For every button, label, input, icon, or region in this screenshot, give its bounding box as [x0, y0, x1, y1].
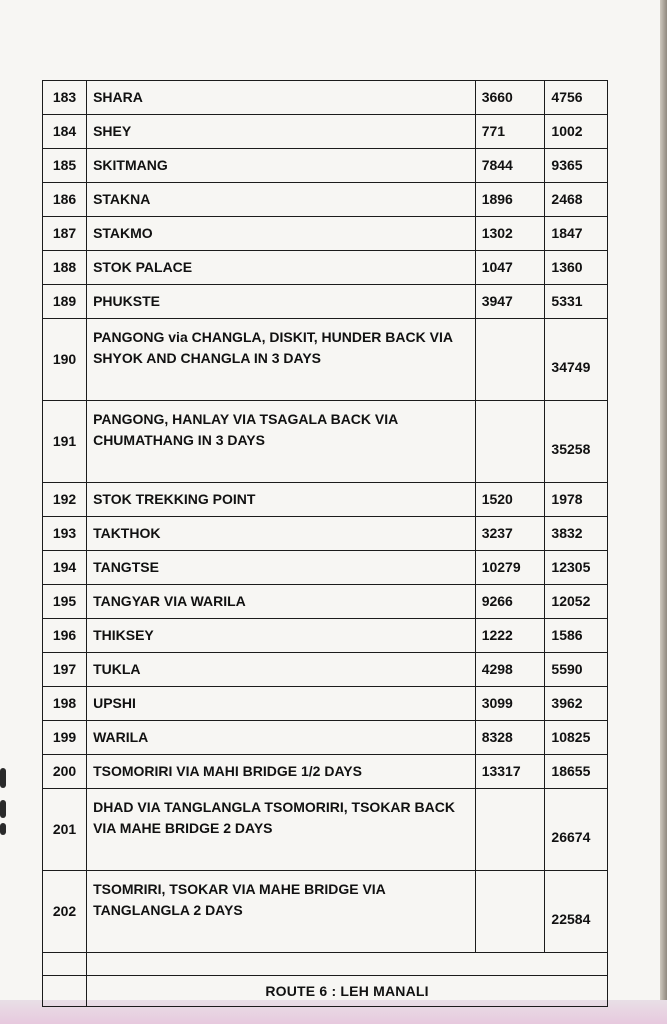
destination-cell: STOK PALACE: [87, 251, 476, 285]
destination-cell: SHEY: [87, 115, 476, 149]
rate-b-cell: 34749: [545, 319, 608, 401]
destination-cell: PANGONG, HANLAY VIA TSAGALA BACK VIA CHUMATHANG IN 3 DAYS: [87, 401, 476, 483]
rate-a-cell: 1302: [475, 217, 545, 251]
destination-cell: TUKLA: [87, 653, 476, 687]
table-row: [43, 721, 608, 755]
row-number: 193: [43, 517, 87, 551]
row-number: 188: [43, 251, 87, 285]
destination-cell: STOK TREKKING POINT: [87, 483, 476, 517]
rate-a-cell: [475, 319, 545, 401]
table-row: [43, 551, 608, 585]
row-number: 202: [43, 871, 87, 953]
rate-a-cell: 3099: [475, 687, 545, 721]
blank-row: [43, 953, 608, 976]
rate-table: [42, 80, 608, 1007]
destination-cell: STAKMO: [87, 217, 476, 251]
table-row: [43, 653, 608, 687]
row-number: 189: [43, 285, 87, 319]
destination-cell: TANGYAR VIA WARILA: [87, 585, 476, 619]
rate-b-cell: 18655: [545, 755, 608, 789]
rate-b-cell: 1978: [545, 483, 608, 517]
table-row: [43, 115, 608, 149]
page-edge: [660, 0, 667, 1024]
row-number: 187: [43, 217, 87, 251]
destination-cell: PHUKSTE: [87, 285, 476, 319]
rate-b-cell: 5331: [545, 285, 608, 319]
rate-b-cell: 1360: [545, 251, 608, 285]
rate-a-cell: [475, 401, 545, 483]
destination-cell: SHARA: [87, 81, 476, 115]
destination-cell: WARILA: [87, 721, 476, 755]
row-number: 184: [43, 115, 87, 149]
table-row: [43, 319, 608, 401]
rate-a-cell: 10279: [475, 551, 545, 585]
rate-b-cell: 5590: [545, 653, 608, 687]
rate-b-cell: 12052: [545, 585, 608, 619]
destination-cell: TANGTSE: [87, 551, 476, 585]
row-number: 191: [43, 401, 87, 483]
destination-cell: TSOMRIRI, TSOKAR VIA MAHE BRIDGE VIA TANGLANGLA 2 DAYS: [87, 871, 476, 953]
rate-b-cell: 12305: [545, 551, 608, 585]
rate-b-cell: 35258: [545, 401, 608, 483]
rate-a-cell: 8328: [475, 721, 545, 755]
table-row: [43, 619, 608, 653]
rate-b-cell: 22584: [545, 871, 608, 953]
destination-cell: PANGONG via CHANGLA, DISKIT, HUNDER BACK VIA SHYOK AND CHANGLA IN 3 DAYS: [87, 319, 476, 401]
row-number: 195: [43, 585, 87, 619]
table-row: [43, 755, 608, 789]
table-row: [43, 789, 608, 871]
table-row: [43, 517, 608, 551]
rate-a-cell: 1047: [475, 251, 545, 285]
rate-a-cell: 3660: [475, 81, 545, 115]
table-row: [43, 585, 608, 619]
destination-cell: UPSHI: [87, 687, 476, 721]
binding-ring: [0, 800, 6, 818]
table-row: [43, 871, 608, 953]
rate-a-cell: 7844: [475, 149, 545, 183]
destination-cell: DHAD VIA TANGLANGLA TSOMORIRI, TSOKAR BACK VIA MAHE BRIDGE 2 DAYS: [87, 789, 476, 871]
table-row: [43, 401, 608, 483]
table-row: [43, 149, 608, 183]
rate-a-cell: 1520: [475, 483, 545, 517]
row-number: 190: [43, 319, 87, 401]
route-heading: ROUTE 6 : LEH MANALI: [87, 976, 608, 1007]
rate-a-cell: 3237: [475, 517, 545, 551]
row-number: 199: [43, 721, 87, 755]
destination-cell: TAKTHOK: [87, 517, 476, 551]
destination-cell: SKITMANG: [87, 149, 476, 183]
destination-cell: THIKSEY: [87, 619, 476, 653]
rate-b-cell: 1586: [545, 619, 608, 653]
rate-a-cell: 4298: [475, 653, 545, 687]
row-number: 194: [43, 551, 87, 585]
row-number: 198: [43, 687, 87, 721]
rate-b-cell: 1002: [545, 115, 608, 149]
table-row: [43, 285, 608, 319]
row-number: 192: [43, 483, 87, 517]
table-row: [43, 687, 608, 721]
rate-a-cell: 1896: [475, 183, 545, 217]
rate-b-cell: 10825: [545, 721, 608, 755]
row-number: 183: [43, 81, 87, 115]
rate-b-cell: 3832: [545, 517, 608, 551]
row-number: 185: [43, 149, 87, 183]
binding-ring: [0, 768, 6, 788]
rate-b-cell: 2468: [545, 183, 608, 217]
row-number: 186: [43, 183, 87, 217]
row-number: 200: [43, 755, 87, 789]
rate-a-cell: 1222: [475, 619, 545, 653]
table-row: [43, 483, 608, 517]
rate-a-cell: 771: [475, 115, 545, 149]
row-number: 196: [43, 619, 87, 653]
rate-a-cell: [475, 789, 545, 871]
table-row: [43, 251, 608, 285]
rate-b-cell: 1847: [545, 217, 608, 251]
row-number: 201: [43, 789, 87, 871]
route-heading-row: [43, 976, 608, 1007]
row-number: 197: [43, 653, 87, 687]
destination-cell: TSOMORIRI VIA MAHI BRIDGE 1/2 DAYS: [87, 755, 476, 789]
table-row: [43, 81, 608, 115]
table-row: [43, 217, 608, 251]
rate-b-cell: 4756: [545, 81, 608, 115]
rate-a-cell: [475, 871, 545, 953]
rate-b-cell: 9365: [545, 149, 608, 183]
rate-a-cell: 13317: [475, 755, 545, 789]
rate-a-cell: 3947: [475, 285, 545, 319]
table-row: [43, 183, 608, 217]
rate-a-cell: 9266: [475, 585, 545, 619]
rate-b-cell: 3962: [545, 687, 608, 721]
rate-table-body: [43, 81, 608, 953]
rate-b-cell: 26674: [545, 789, 608, 871]
destination-cell: STAKNA: [87, 183, 476, 217]
binding-ring: [0, 823, 6, 835]
